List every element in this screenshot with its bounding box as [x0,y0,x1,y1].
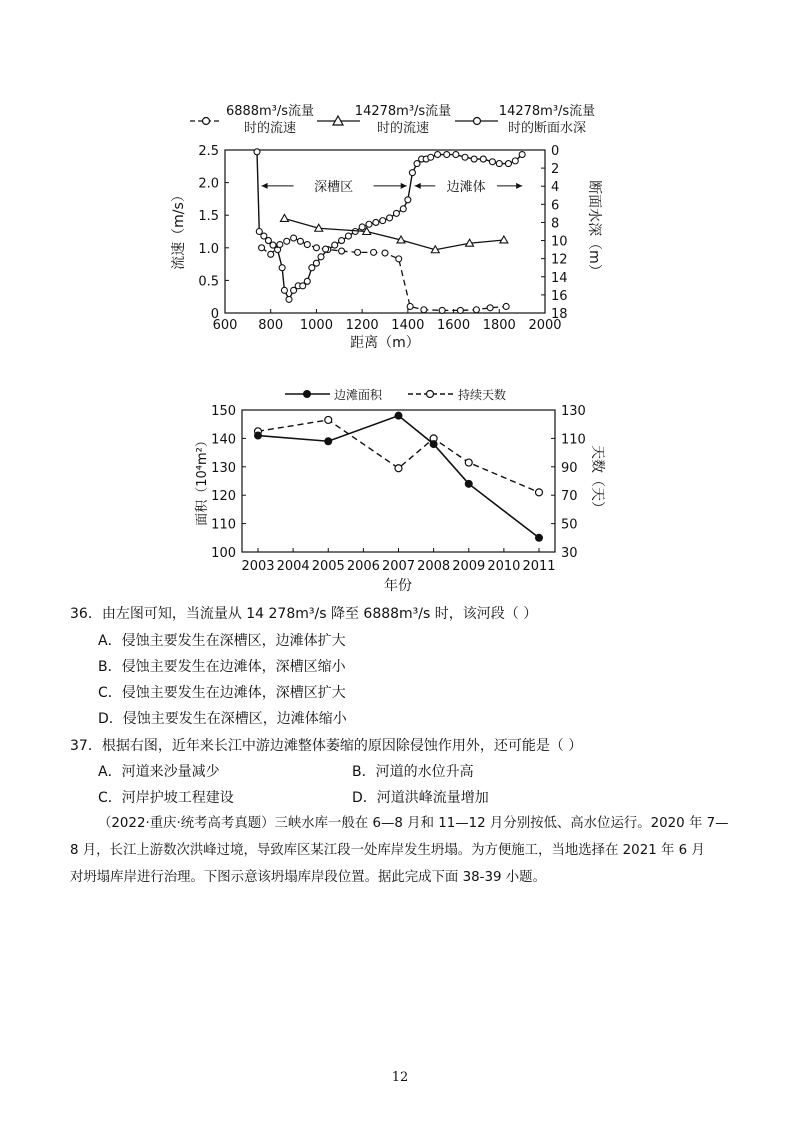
depth-point [345,233,351,239]
legend-item-dashed [190,103,314,136]
y-left-tick-label: 1.0 [198,241,219,257]
question-36-stem: 36．由左图可知，当流量从 14 278m³/s 降至 6888m³/s 时，该河段（ ） [70,606,538,622]
velocity-6888-point [284,238,290,244]
area-point [430,440,438,448]
depth-point [279,265,285,271]
days-point [465,459,472,466]
depth-point [505,161,511,167]
depth-point [405,197,411,203]
question-37-option-b[interactable]: B．河道的水位升高 [352,764,474,780]
y-right-tick-label: 4 [551,180,560,196]
y-right-tick-label: 0 [551,144,560,159]
plot-frame [225,150,545,313]
x-tick-label: 2007 [381,559,416,574]
depth-point [313,260,319,266]
velocity-6888-point [371,249,377,255]
x-tick-label: 2000 [528,318,562,333]
days-point [395,465,402,472]
legend-label: 14278m³/s流量 [498,104,596,119]
question-37-option-c[interactable]: C．河岸护坡工程建设 [98,790,234,806]
deep-channel-right-arrow-head [401,183,407,189]
depth-point [359,224,365,230]
velocity-6888-point [503,303,509,309]
y-left-tick-label: 1.5 [198,209,219,225]
depth-point [435,152,441,158]
y-right-tick-label: 90 [561,460,578,476]
depth-point [471,156,477,162]
depth-point [332,242,338,248]
legend [190,103,595,136]
y-left-tick-label: 2.0 [198,176,219,192]
x-axis-label: 年份 [384,578,412,594]
plot-frame [242,410,555,552]
y-right-tick-label: 6 [551,198,560,214]
depth-point [496,161,502,167]
velocity-6888-point [259,245,265,251]
deep-channel-left-arrow-head [262,183,268,189]
velocity-6888-point [297,238,303,244]
x-tick-label: 1200 [345,318,379,333]
x-tick-label: 2010 [487,559,521,574]
question-36-option-d[interactable]: D．侵蚀主要发生在深槽区，边滩体缩小 [98,711,347,727]
legend-item-area [285,387,383,402]
legend-label: 14278m³/s流量 [354,104,452,119]
y-left-tick-label: 120 [211,489,236,505]
velocity-6888-point [355,249,361,255]
question-36-option-b[interactable]: B．侵蚀主要发生在边滩体，深槽区缩小 [98,659,346,675]
velocity-6888-point [457,307,463,313]
legend-label: 时的流速 [376,121,430,136]
x-tick-label: 1400 [391,318,425,333]
velocity-6888-point [473,307,479,313]
bar-right-arrow-head [516,183,522,189]
days-point [536,489,543,496]
question-37-option-d[interactable]: D．河道洪峰流量增加 [352,790,489,806]
legend-marker [203,118,210,125]
y-left-tick-label: 100 [211,546,236,561]
depth-point [428,154,434,160]
x-tick-label: 2009 [452,559,486,574]
depth-point [444,152,450,158]
x-tick-label: 2008 [417,559,451,574]
velocity-depth-chart [0,95,800,360]
legend [285,387,506,402]
y-right-tick-label: 16 [551,288,568,304]
y-right-tick-label: 2 [551,162,560,178]
annotations [262,179,523,195]
y-left-tick-label: 0.5 [198,274,219,290]
area-point [254,432,262,440]
depth-point [462,154,468,160]
depth-point [512,158,518,164]
passage-line-1: （2022·重庆·统考高考真题）三峡水库一般在 6—8 月和 11—12 月分别按低、高水位运行。2020 年 7— [98,816,729,831]
legend-item-depth [455,103,595,136]
x-tick-label: 1800 [482,318,516,333]
depth-point [304,278,310,284]
depth-point [380,218,386,224]
velocity-6888-point [291,235,297,241]
velocity-6888-point [323,246,329,252]
depth-point [286,296,292,302]
passage-line-3: 对坍塌库岸进行治理。下图示意该坍塌库岸段位置。据此完成下面 38-39 小题。 [70,870,546,885]
y-right-tick-label: 18 [551,307,568,322]
area-point [465,480,473,488]
y-right-tick-label: 50 [561,517,578,533]
velocity-6888-point [313,245,319,251]
velocity-6888-point [339,248,345,254]
velocity-6888-point [421,307,427,313]
velocity-6888-point [268,251,274,257]
x-tick-label: 2011 [522,559,556,574]
x-axis-label: 距离（m） [350,335,420,351]
depth-point [409,170,415,176]
y-right-tick-label: 130 [561,404,586,419]
velocity-6888-point [407,303,413,309]
area-point [395,412,403,420]
y-left-tick-label: 2.5 [198,144,219,159]
x-tick-label: 2004 [276,559,310,574]
y-right-tick-label: 70 [561,489,578,505]
velocity-14278-point [280,214,288,221]
y-right-tick-label: 10 [551,234,568,250]
annotation-deep-channel: 深槽区 [314,179,354,195]
y-left-tick-label: 0 [210,307,219,322]
y-right-tick-label: 8 [551,216,560,232]
y-axis-left-label: 面积（10⁴m²） [195,434,210,526]
annotation-point-bar: 边滩体 [446,179,486,195]
legend-marker [474,118,481,125]
depth-line [257,152,522,300]
question-37-option-a[interactable]: A．河道来沙量减少 [98,764,220,780]
depth-point [318,254,324,260]
velocity-6888-point [396,256,402,262]
legend-marker [427,391,434,398]
legend-label: 时的断面水深 [507,121,587,136]
y-right-tick-label: 14 [551,270,568,286]
depth-point [366,221,372,227]
velocity-6888-point [439,307,445,313]
x-tick-label: 800 [258,318,284,333]
area-point [535,534,543,542]
legend-label: 6888m³/s流量 [225,104,315,119]
depth-point [254,149,260,155]
legend-label: 持续天数 [458,388,507,402]
bar-area-days-chart [0,380,800,595]
series [254,412,543,542]
y-left-tick-label: 150 [211,404,236,419]
question-36-option-c[interactable]: C．侵蚀主要发生在边滩体，深槽区扩大 [98,685,346,701]
y-left-tick-label: 110 [211,517,236,533]
x-tick-label: 2005 [311,559,345,574]
axes [198,144,567,333]
velocity-6888-line [262,238,507,310]
y-right-tick-label: 12 [551,252,568,268]
y-axis-right-label: 天数（天） [589,445,605,515]
question-37-stem: 37．根据右图，近年来长江中游边滩整体萎缩的原因除侵蚀作用外，还可能是（ ） [70,738,583,754]
days-line [258,420,539,492]
page-number: 12 [391,1070,409,1085]
depth-point [480,156,486,162]
passage-line-2: 8 月，长江上游数次洪峰过境，导致库区某江段一处库岸发生坍塌。为方便施工，当地选择在 2021 年 6 月 [70,843,705,858]
x-tick-label: 2006 [346,559,380,574]
bar-left-arrow-head [415,183,421,189]
x-tick-label: 600 [212,318,238,333]
y-right-tick-label: 30 [561,546,578,561]
legend-item-triangle [317,103,451,136]
y-axis-right-label: 断面水深（m） [586,180,602,278]
depth-point [387,215,393,221]
velocity-6888-point [304,242,310,248]
x-tick-label: 2003 [241,559,275,574]
legend-label: 时的流速 [243,121,297,136]
series [254,149,525,314]
velocity-6888-point [277,242,283,248]
area-line [258,416,539,538]
velocity-14278-point [500,236,508,243]
depth-point [281,287,287,293]
x-tick-label: 1000 [299,318,333,333]
days-point [325,416,332,423]
depth-point [453,152,459,158]
depth-point [393,210,399,216]
legend-item-days [408,387,506,402]
legend-marker [303,390,311,398]
depth-point [519,152,525,158]
depth-point [400,206,406,212]
area-point [324,437,332,445]
y-axis-left-label: 流速（m/s） [171,188,187,270]
velocity-6888-point [487,305,493,311]
y-right-tick-label: 110 [561,432,586,448]
legend-label: 边滩面积 [334,388,383,402]
y-left-tick-label: 140 [211,432,236,448]
question-36-option-a[interactable]: A．侵蚀主要发生在深槽区，边滩体扩大 [98,633,346,649]
depth-point [339,238,345,244]
depth-point [489,159,495,165]
depth-point [373,219,379,225]
velocity-6888-point [382,250,388,256]
y-left-tick-label: 130 [211,460,236,476]
x-tick-label: 1600 [437,318,471,333]
